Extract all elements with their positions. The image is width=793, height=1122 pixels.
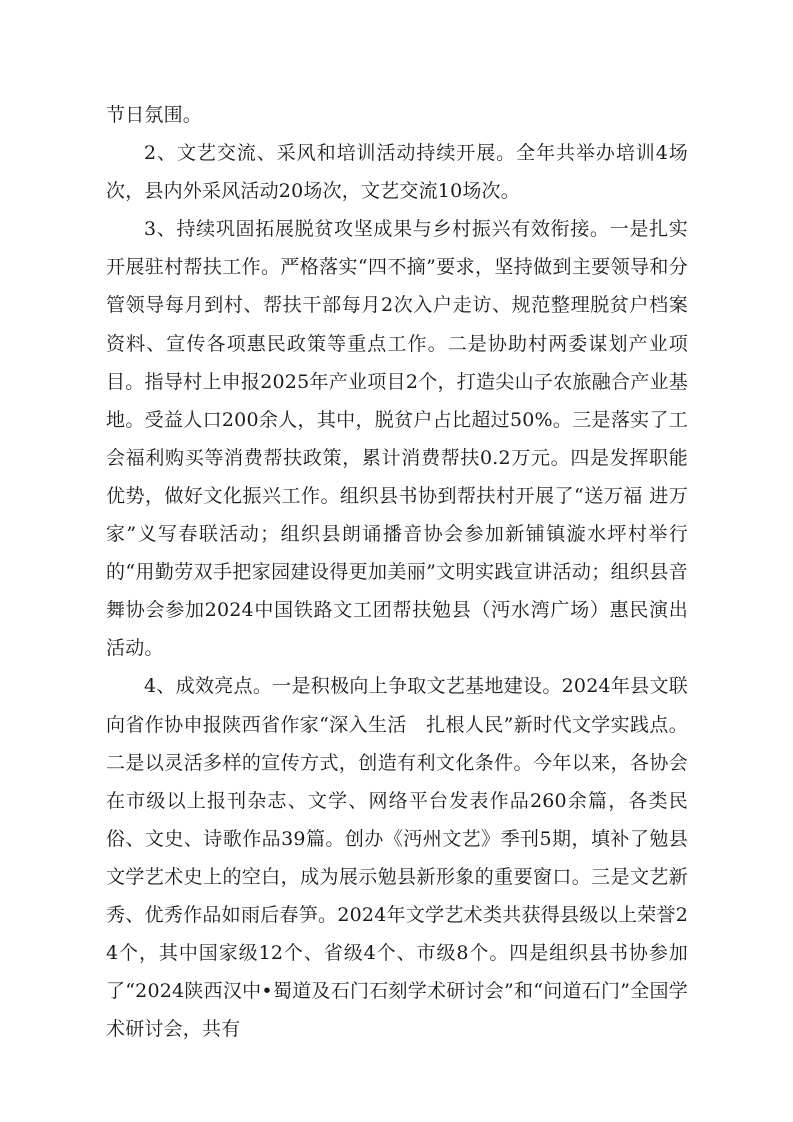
paragraph-poverty-alleviation: 3、持续巩固拓展脱贫攻坚成果与乡村振兴有效衔接。一是扎实开展驻村帮扶工作。严格落实“四不摘”要求，坚持做到主要领导和分管领导每月到村、帮扶干部每月2次入户走访、规范整理脱贫户档案资料、宣传各项惠民政策等重点工作。二是协助村两委谋划产业项目。指导村上申报2025年产业项目2个，打造尖山子农旅融合产业基地。受益人口200余人，其中，脱贫户占比超过50%。三是落实了工会福利购买等消费帮扶政策，累计消费帮扶0.2万元。四是发挥职能优势，做好文化振兴工作。组织县书协到帮扶村开展了“送万福 进万家”义写春联活动；组织县朗诵播音协会参加新铺镇漩水坪村举行的“用勤劳双手把家园建设得更加美丽”文明实践宣讲活动；组织县音舞协会参加2024中国铁路文工团帮扶勉县（沔水湾广场）惠民演出活动。 <box>106 218 688 660</box>
document-page <box>106 96 688 1048</box>
paragraph-continuation: 节日氛围。 <box>106 104 203 126</box>
paragraph-cultural-exchange: 2、文艺交流、采风和培训活动持续开展。全年共举办培训4场次，县内外采风活动20场次，文艺交流10场次。 <box>106 142 688 203</box>
paragraph-achievements: 4、成效亮点。一是积极向上争取文艺基地建设。2024年县文联向省作协申报陕西省作家“深入生活 扎根人民”新时代文学实践点。二是以灵活多样的宣传方式，创造有利文化条件。今年以来，各协会在市级以上报刊杂志、文学、网络平台发表作品260余篇，各类民俗、文史、诗歌作品39篇。创办《沔州文艺》季刊5期，填补了勉县文学艺术史上的空白，成为展示勉县新形象的重要窗口。三是文艺新秀、优秀作品如雨后春笋。2024年文学艺术类共获得县级以上荣誉24个，其中国家级12个、省级4个、市级8个。四是组织县书协参加了“2024陕西汉中•蜀道及石门石刻学术研讨会”和“问道石门”全国学术研讨会，共有 <box>106 675 688 1041</box>
